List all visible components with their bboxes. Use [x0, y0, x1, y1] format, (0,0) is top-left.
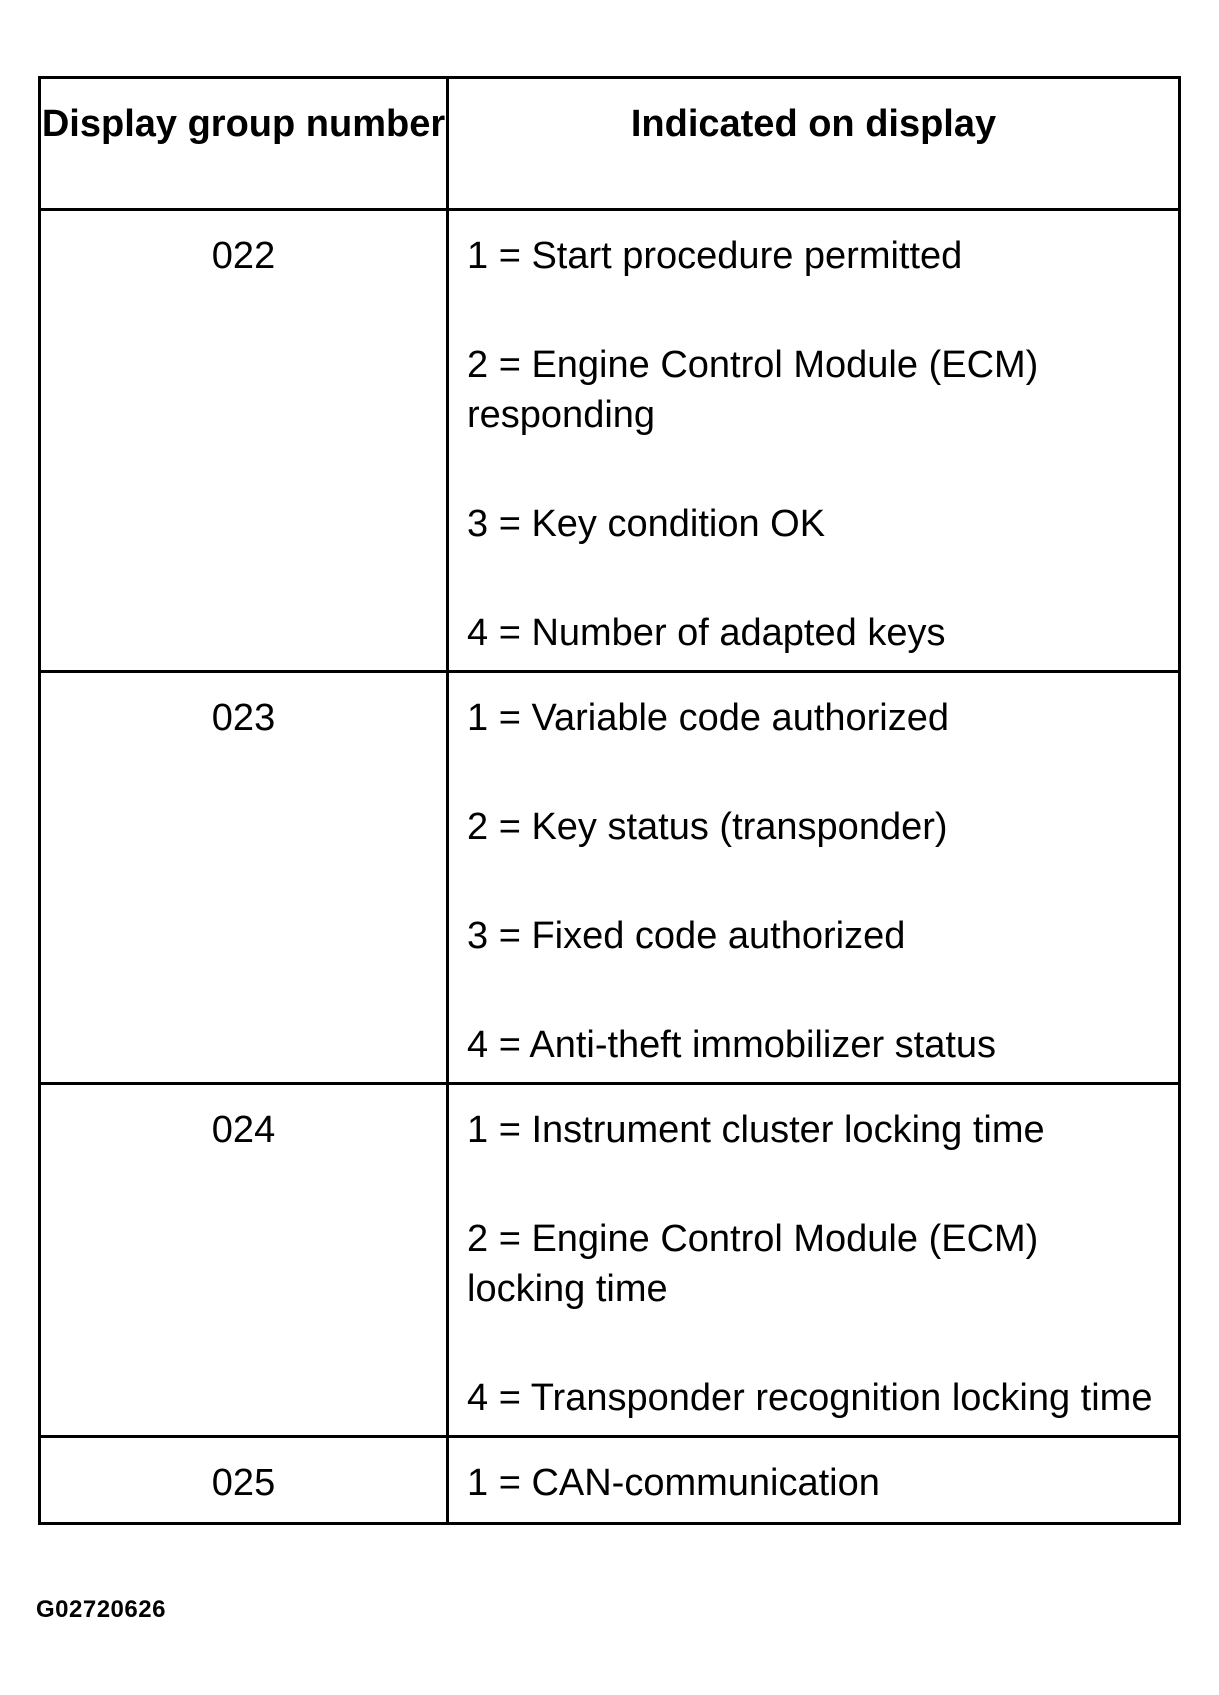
indication-entry: 1 = Variable code authorized [467, 697, 950, 739]
table-row [40, 1084, 1180, 1437]
indication-cell [448, 672, 1180, 1084]
indication-entry: 1 = CAN-communication [467, 1462, 880, 1504]
indication-entry: 3 = Key condition OK [467, 503, 826, 545]
indication-entry: 2 = Engine Control Module (ECM) locking time [467, 1218, 1039, 1310]
group-number-cell: 025 [40, 1437, 448, 1524]
indication-entry: 4 = Number of adapted keys [467, 612, 946, 654]
indication-entry: 3 = Fixed code authorized [467, 915, 906, 957]
indication-cell [448, 210, 1180, 672]
indication-entry: 2 = Key status (transponder) [467, 806, 948, 848]
header-indicated-on-display: Indicated on display [448, 78, 1180, 210]
group-number-cell: 022 [40, 210, 448, 672]
table-row [40, 210, 1180, 672]
indication-cell [448, 1084, 1180, 1437]
group-number-cell: 023 [40, 672, 448, 1084]
indication-entry: 1 = Instrument cluster locking time [467, 1109, 1045, 1151]
indication-entry: 4 = Transponder recognition locking time [467, 1377, 1153, 1419]
table-row [40, 1437, 1180, 1524]
table-header-row [40, 78, 1180, 210]
indication-entry: 1 = Start procedure permitted [467, 235, 963, 277]
indication-entry: 4 = Anti-theft immobilizer status [467, 1024, 997, 1066]
figure-id: G02720626 [36, 1596, 166, 1623]
group-number-cell: 024 [40, 1084, 448, 1437]
indication-cell [448, 1437, 1180, 1524]
table-row [40, 672, 1180, 1084]
display-group-table [38, 76, 1181, 1525]
display-group-table-container [38, 76, 1178, 1525]
header-display-group-number: Display group number [40, 78, 448, 210]
indication-entry: 2 = Engine Control Module (ECM) responding [467, 344, 1039, 436]
